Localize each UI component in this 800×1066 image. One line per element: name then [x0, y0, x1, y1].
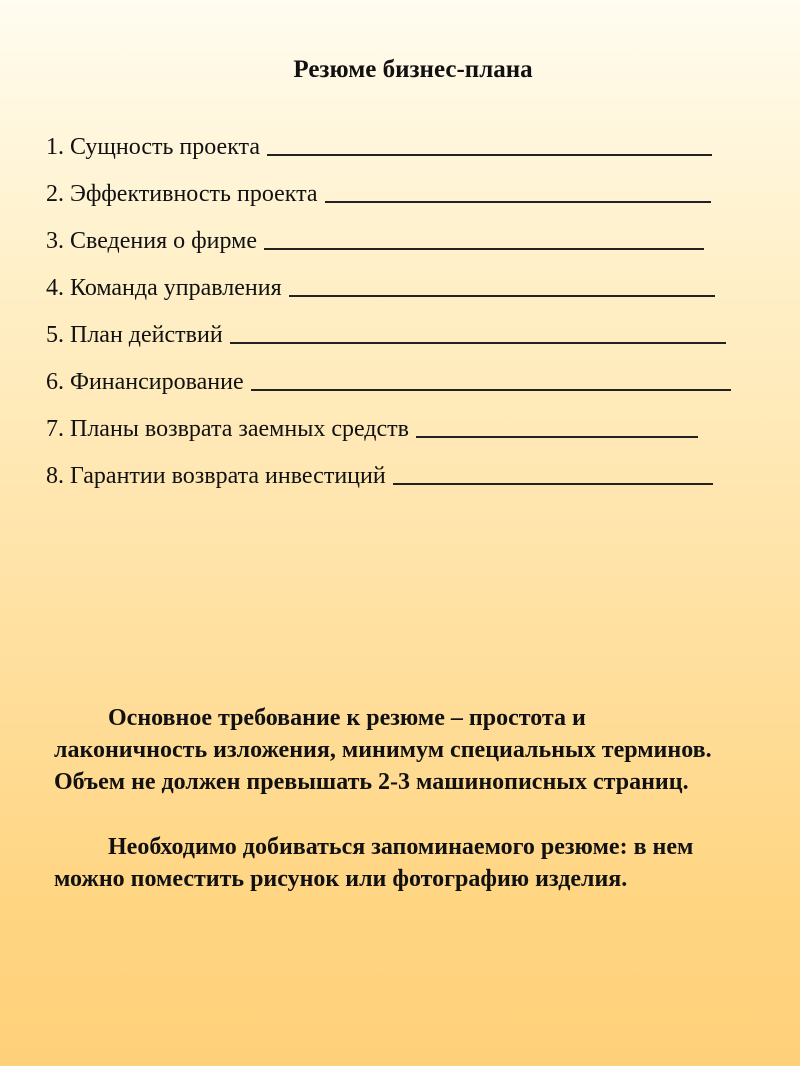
fill-in-line: [251, 389, 731, 391]
list-item-label: 6. Финансирование: [46, 369, 244, 395]
note-paragraph-main-requirement: Основное требование к резюме – простота и лаконичность изложения, минимум специальных терминов. Объем не должен превышать 2-3 машинописных страниц.: [54, 705, 712, 795]
list-item-label: 2. Эффективность проекта: [46, 181, 318, 207]
requirements-notes: [54, 702, 726, 928]
list-item: [46, 131, 758, 178]
fill-in-line: [289, 295, 715, 297]
fill-in-line: [416, 436, 698, 438]
note-paragraph-memorable-summary: Необходимо добиваться запоминаемого резюме: в нем можно поместить рисунок или фотографию изделия.: [54, 834, 694, 892]
list-item: [46, 178, 758, 225]
list-item-label: 7. Планы возврата заемных средств: [46, 416, 409, 442]
list-item: [46, 272, 758, 319]
fill-in-line: [267, 154, 712, 156]
slide-title: Резюме бизнес-плана: [293, 56, 533, 83]
list-item-label: 3. Сведения о фирме: [46, 228, 257, 254]
fill-in-line: [325, 201, 711, 203]
list-item-label: 1. Сущность проекта: [46, 134, 260, 160]
list-item: [46, 225, 758, 272]
list-item: [46, 319, 758, 366]
list-item-label: 4. Команда управления: [46, 275, 282, 301]
summary-items-list: [46, 131, 758, 507]
list-item-label: 5. План действий: [46, 322, 223, 348]
list-item: [46, 413, 758, 460]
fill-in-line: [230, 342, 726, 344]
list-item: [46, 460, 758, 507]
list-item: [46, 366, 758, 413]
fill-in-line: [264, 248, 704, 250]
list-item-label: 8. Гарантии возврата инвестиций: [46, 463, 386, 489]
fill-in-line: [393, 483, 713, 485]
